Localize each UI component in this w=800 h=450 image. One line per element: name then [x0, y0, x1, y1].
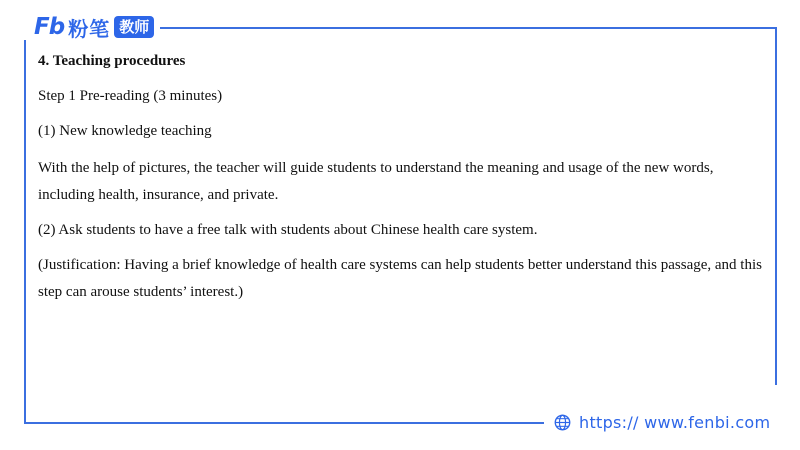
footer-url[interactable]: https:// www.fenbi.com [579, 412, 771, 432]
frame-top-line [160, 27, 777, 29]
knowledge-paragraph: (1) New knowledge teaching [38, 123, 212, 139]
globe-icon [554, 414, 571, 431]
step-paragraph: Step 1 Pre-reading (3 minutes) [38, 88, 223, 104]
ask-paragraph: (2) Ask students to have a free talk with students about Chinese health care system. [38, 222, 538, 238]
justification-paragraph: (Justification: Having a brief knowledge of health care systems can help students better understand this passage, and this step can arouse students’ interest.) [38, 257, 762, 300]
logo-badge: 教师 [114, 16, 154, 38]
document-content [38, 50, 768, 306]
section-heading: 4. Teaching procedures [38, 53, 186, 69]
brand-logo [34, 14, 154, 40]
logo-mark: Fb [34, 14, 65, 40]
help-paragraph: With the help of pictures, the teacher will guide students to understand the meaning and usage of the new words, including health, insurance, and private. [38, 160, 714, 203]
footer-url-block [554, 411, 770, 433]
frame-left-line [24, 40, 26, 424]
frame-right-line [775, 27, 777, 385]
logo-name: 粉笔 [68, 16, 111, 41]
frame-bottom-line [24, 422, 544, 424]
